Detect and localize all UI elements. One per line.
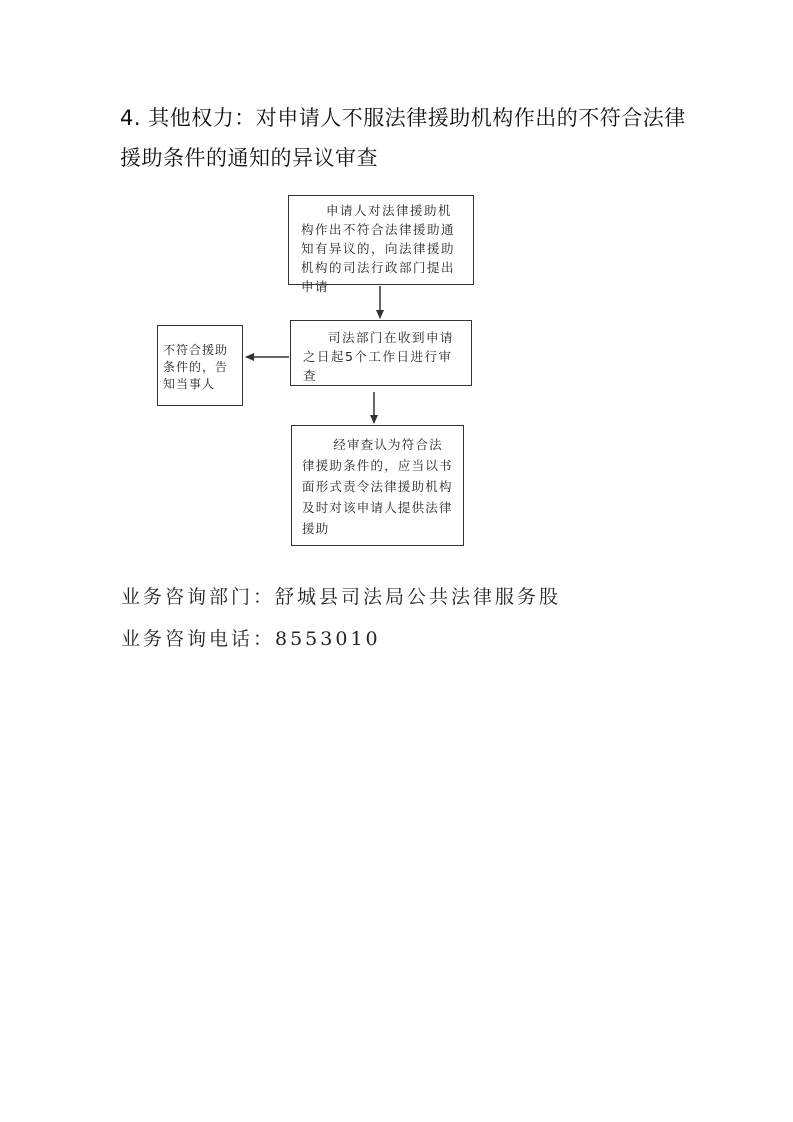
flow-step-approve: 经审查认为符合法律援助条件的，应当以书面形式责令法律援助机构及时对该申请人提供法律援助 — [291, 425, 464, 546]
heading-line-2: 援助条件的通知的异议审查 — [120, 146, 378, 170]
heading-line-1: 4. 其他权力：对申请人不服法律援助机构作出的不符合法律 — [120, 106, 686, 130]
flow-step-review: 司法部门在收到申请之日起5个工作日进行审查 — [290, 320, 472, 386]
flow-step-apply: 申请人对法律援助机构作出不符合法律援助通知有异议的，向法律援助机构的司法行政部门提出申请 — [288, 195, 474, 285]
contact-phone: 业务咨询电话：8553010 — [121, 628, 381, 650]
flow-step-reject: 不符合援助条件的，告知当事人 — [157, 325, 243, 406]
contact-department: 业务咨询部门：舒城县司法局公共法律服务股 — [121, 586, 562, 608]
